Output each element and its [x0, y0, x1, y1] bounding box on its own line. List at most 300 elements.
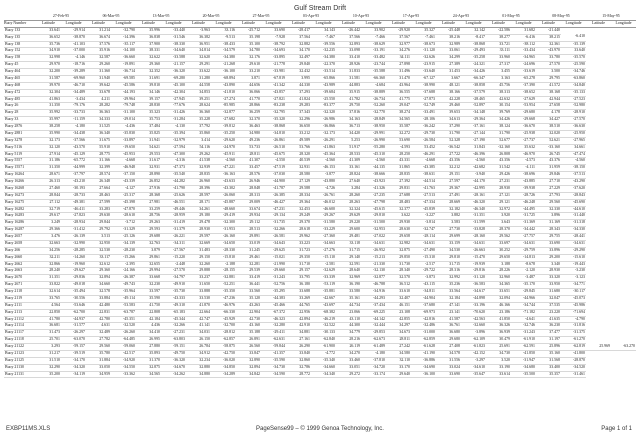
latitude-cell: 42.910: [286, 323, 311, 330]
longitude-cell: -34.850: [211, 364, 236, 371]
latitude-cell: 35.587: [386, 124, 411, 131]
longitude-cell: -46.551: [161, 199, 186, 206]
latitude-cell: 32.176: [236, 55, 261, 62]
latitude-cell: 33.457: [236, 165, 261, 172]
longitude-cell: -38.150: [561, 165, 586, 172]
latitude-cell: 32.969: [336, 275, 361, 282]
longitude-cell: -34.139: [111, 240, 136, 247]
longitude-cell: -35.250: [211, 130, 236, 137]
longitude-cell: -27.190: [461, 137, 486, 144]
latitude-cell: 34.780: [236, 48, 261, 55]
longitude-cell: 31.682: [511, 27, 536, 34]
longitude-cell: -31.329: [111, 227, 136, 234]
longitude-cell: -44.495: [511, 206, 536, 213]
latitude-cell: 29.460: [436, 103, 461, 110]
longitude-cell: -46.976: [211, 302, 236, 309]
latitude-cell: 41.824: [286, 96, 311, 103]
longitude-cell: -34.438: [61, 130, 86, 137]
longitude-cell: -79.176: [61, 103, 86, 110]
longitude-cell: -26.581: [261, 234, 286, 241]
table-row: [4, 371, 636, 378]
longitude-header: Longitude: [611, 20, 636, 27]
latitude-cell: 31.453: [436, 69, 461, 76]
date-header: 17-Apr-95: [386, 14, 436, 20]
latitude-cell: 32.866: [36, 261, 61, 268]
latitude-cell: 27.782: [86, 337, 111, 344]
longitude-cell: -52.749: [411, 103, 436, 110]
latitude-cell: 33.419: [236, 275, 261, 282]
latitude-cell: 31.587: [36, 75, 61, 82]
longitude-cell: -34.330: [561, 227, 586, 234]
latitude-cell: 28.226: [486, 268, 511, 275]
longitude-cell: -34.617: [461, 289, 486, 296]
page-footer: [0, 426, 640, 436]
latitude-cell: 26.960: [186, 179, 211, 186]
buoy-id-cell: Buoy 21114: [4, 323, 36, 330]
latitude-cell: 54.621: [136, 144, 161, 151]
latitude-cell: 33.697: [486, 240, 511, 247]
latitude-cell: 38.168: [536, 89, 561, 96]
latitude-cell: 43.160: [236, 323, 261, 330]
latitude-cell: 34.660: [86, 282, 111, 289]
longitude-cell: -15.110: [311, 254, 336, 261]
longitude-cell: -41.190: [411, 350, 436, 357]
table-row: [4, 69, 636, 76]
longitude-cell: -65.278: [511, 75, 536, 82]
latitude-cell: 31.617: [136, 158, 161, 165]
latitude-cell: 28.671: [36, 172, 61, 179]
latitude-cell: 28.830: [136, 103, 161, 110]
latitude-cell: 32.622: [136, 55, 161, 62]
longitude-cell: -27.490: [411, 247, 436, 254]
longitude-cell: -31.375: [561, 330, 586, 337]
latitude-cell: 28.463: [86, 192, 111, 199]
table-row: [4, 330, 636, 337]
latitude-cell: 28.533: [336, 151, 361, 158]
latitude-cell: 32.230: [136, 282, 161, 289]
latitude-cell: 44.300: [336, 323, 361, 330]
longitude-cell: -26.260: [111, 330, 136, 337]
longitude-cell: -26.297: [61, 330, 86, 337]
longitude-cell: -65.772: [61, 158, 86, 165]
latitude-cell: 32.234: [186, 357, 211, 364]
longitude-cell: -33.434: [511, 48, 536, 55]
latitude-cell: 29.755: [536, 234, 561, 241]
latitude-cell: 32.211: [36, 254, 61, 261]
longitude-cell: -44.904: [411, 295, 436, 302]
latitude-cell: 31.710: [286, 261, 311, 268]
latitude-cell: 3.293: [36, 344, 61, 351]
latitude-header: Latitude: [86, 20, 111, 27]
longitude-cell: -29.493: [461, 48, 486, 55]
longitude-cell: -19.939: [461, 261, 486, 268]
table-row: [4, 144, 636, 151]
longitude-cell: -33.619: [511, 69, 536, 76]
longitude-cell: -35.320: [261, 117, 286, 124]
latitude-cell: 29.600: [336, 227, 361, 234]
longitude-cell: -3.230: [561, 268, 586, 275]
latitude-cell: 32.882: [286, 41, 311, 48]
latitude-cell: 53.766: [286, 144, 311, 151]
longitude-cell: -35.730: [161, 289, 186, 296]
footer-page-number: Page 1 of 1: [601, 426, 632, 432]
buoy-id-cell: Buoy 21112: [4, 316, 36, 323]
longitude-cell: -29.836: [61, 275, 86, 282]
longitude-cell: -42.517: [111, 350, 136, 357]
longitude-cell: -26.990: [361, 137, 386, 144]
longitude-cell: -35.570: [561, 55, 586, 62]
table-row: [4, 82, 636, 89]
longitude-cell: -2.448: [161, 261, 186, 268]
longitude-cell: -61.270: [561, 337, 586, 344]
buoy-id-cell: Buoy 472: [4, 89, 36, 96]
latitude-cell: 44.558: [186, 82, 211, 89]
latitude-cell: 33.283: [86, 206, 111, 213]
longitude-cell: -4.560: [361, 158, 386, 165]
latitude-cell: 41.572: [536, 82, 561, 89]
longitude-cell: -35.494: [61, 289, 86, 296]
longitude-cell: -45.615: [361, 206, 386, 213]
longitude-cell: -34.320: [61, 364, 86, 371]
table-row: [4, 199, 636, 206]
longitude-cell: -29.853: [361, 330, 386, 337]
latitude-cell: 34.270: [336, 350, 361, 357]
longitude-cell: -33.482: [361, 55, 386, 62]
latitude-cell: 44.330: [286, 82, 311, 89]
latitude-cell: 27.389: [436, 62, 461, 69]
longitude-cell: -2.395: [111, 261, 136, 268]
latitude-cell: 31.542: [486, 165, 511, 172]
longitude-cell: -29.364: [461, 117, 486, 124]
latitude-cell: 34.881: [286, 330, 311, 337]
longitude-cell: -34.590: [261, 371, 286, 378]
longitude-cell: -62.673: [361, 337, 386, 344]
longitude-cell: -32.130: [361, 268, 386, 275]
longitude-cell: -46.320: [461, 199, 486, 206]
table-row: [4, 234, 636, 241]
latitude-cell: 28.282: [86, 103, 111, 110]
longitude-cell: -63.787: [111, 309, 136, 316]
longitude-cell: -33.588: [161, 55, 186, 62]
longitude-cell: -33.229: [311, 227, 336, 234]
latitude-cell: 32.875: [136, 364, 161, 371]
longitude-cell: -46.323: [261, 316, 286, 323]
latitude-cell: 32.047: [536, 295, 561, 302]
latitude-cell: 35.188: [236, 330, 261, 337]
latitude-cell: 34.842: [236, 371, 261, 378]
longitude-cell: -46.788: [361, 282, 386, 289]
longitude-cell: -38.858: [461, 82, 486, 89]
longitude-cell: -4.790: [561, 316, 586, 323]
latitude-cell: 33.050: [86, 364, 111, 371]
buoy-id-cell: Buoy 158: [4, 55, 36, 62]
longitude-cell: -62.859: [411, 337, 436, 344]
longitude-cell: -3.434: [61, 96, 86, 103]
longitude-cell: -28.733: [61, 192, 86, 199]
latitude-cell: 28.576: [236, 172, 261, 179]
longitude-cell: -35.540: [161, 172, 186, 179]
longitude-cell: -41.787: [261, 185, 286, 192]
latitude-cell: 34.146: [136, 89, 161, 96]
longitude-cell: -44.966: [511, 295, 536, 302]
longitude-cell: -38.990: [411, 82, 436, 89]
longitude-cell: -38.889: [361, 89, 386, 96]
longitude-cell: -42.304: [161, 89, 186, 96]
table-row: [4, 41, 636, 48]
latitude-cell: 31.581: [336, 75, 361, 82]
longitude-cell: -63.803: [161, 337, 186, 344]
longitude-cell: -26.584: [411, 137, 436, 144]
longitude-cell: -3.487: [511, 275, 536, 282]
longitude-cell: -33.440: [161, 27, 186, 34]
buoy-id-cell: Buoy 16283: [4, 213, 36, 220]
longitude-cell: -6.410: [561, 34, 586, 41]
table-row: [4, 62, 636, 69]
latitude-cell: 53.690: [386, 137, 411, 144]
longitude-cell: -45.929: [211, 316, 236, 323]
longitude-cell: -25.550: [311, 96, 336, 103]
longitude-cell: -28.114: [411, 234, 436, 241]
longitude-cell: -29.411: [261, 330, 286, 337]
latitude-cell: 3.249: [36, 220, 61, 227]
latitude-cell: 3.500: [536, 69, 561, 76]
longitude-cell: -46.012: [311, 199, 336, 206]
longitude-cell: -31.546: [161, 34, 186, 41]
latitude-cell: 29.562: [486, 234, 511, 241]
latitude-cell: 41.538: [186, 158, 211, 165]
latitude-cell: 27.460: [36, 185, 61, 192]
longitude-cell: -34.262: [161, 371, 186, 378]
latitude-cell: 4.436: [136, 323, 161, 330]
latitude-cell: 32.663: [36, 240, 61, 247]
buoy-id-cell: Buoy 464: [4, 69, 36, 76]
latitude-cell: 32.992: [436, 275, 461, 282]
latitude-cell: 41.141: [186, 323, 211, 330]
longitude-cell: -26.734: [361, 96, 386, 103]
longitude-cell: -29.680: [511, 110, 536, 117]
longitude-cell: -42.563: [461, 316, 486, 323]
longitude-cell: -4.641: [511, 316, 536, 323]
longitude-cell: -62.700: [61, 309, 86, 316]
longitude-header: Longitude: [511, 20, 536, 27]
longitude-cell: -4.550: [261, 158, 286, 165]
latitude-cell: 42.228: [436, 96, 461, 103]
longitude-cell: -29.290: [561, 247, 586, 254]
longitude-cell: -7.461: [411, 34, 436, 41]
buoy-id-cell: Buoy 16275: [4, 199, 36, 206]
longitude-cell: -69.960: [61, 75, 86, 82]
buoy-id-cell: Buoy 5557: [4, 158, 36, 165]
buoy-id-cell: Buoy 28: [4, 110, 36, 117]
longitude-header: Longitude: [111, 20, 136, 27]
longitude-cell: -45.911: [211, 151, 236, 158]
latitude-cell: 39.970: [36, 82, 61, 89]
latitude-cell: 32.786: [286, 364, 311, 371]
latitude-cell: 36.441: [236, 282, 261, 289]
longitude-cell: -34.170: [61, 357, 86, 364]
longitude-cell: -29.660: [261, 268, 286, 275]
longitude-cell: -43.290: [561, 179, 586, 186]
latitude-cell: 27.392: [386, 179, 411, 186]
buoy-id-cell: Buoy 16266: [4, 179, 36, 186]
longitude-cell: -49.114: [111, 295, 136, 302]
latitude-cell: 27.640: [336, 179, 361, 186]
longitude-cell: -59.157: [61, 344, 86, 351]
latitude-cell: 34.853: [186, 89, 211, 96]
latitude-cell: 4.631: [86, 323, 111, 330]
longitude-cell: -32.747: [411, 227, 436, 234]
table-row: [4, 110, 636, 117]
latitude-cell: 28.340: [386, 268, 411, 275]
latitude-cell: 34.420: [336, 130, 361, 137]
latitude-cell: 27.710: [536, 179, 561, 186]
latitude-cell: 31.940: [86, 75, 111, 82]
longitude-cell: -26.861: [261, 137, 286, 144]
longitude-cell: -35.394: [161, 130, 186, 137]
longitude-cell: -32.522: [311, 323, 336, 330]
latitude-cell: 31.525: [86, 124, 111, 131]
longitude-cell: -23.744: [361, 62, 386, 69]
longitude-cell: -28.849: [361, 117, 386, 124]
longitude-cell: -37.680: [411, 302, 436, 309]
longitude-cell: -34.380: [211, 55, 236, 62]
latitude-cell: 28.772: [286, 371, 311, 378]
latitude-cell: 43.356: [486, 158, 511, 165]
latitude-cell: 29.263: [136, 220, 161, 227]
longitude-cell: -36.630: [561, 124, 586, 131]
longitude-cell: -3.712: [111, 220, 136, 227]
latitude-cell: 36.230: [536, 323, 561, 330]
latitude-cell: -3.963: [186, 27, 211, 34]
latitude-cell: 27.658: [536, 103, 561, 110]
latitude-cell: 26.784: [186, 344, 211, 351]
latitude-cell: 33.212: [286, 130, 311, 137]
latitude-cell: 33.564: [436, 289, 461, 296]
latitude-cell: 27.408: [436, 344, 461, 351]
latitude-header: Latitude: [486, 20, 511, 27]
latitude-cell: 32.182: [436, 206, 461, 213]
buoy-number-header: Buoy Number: [4, 20, 36, 27]
latitude-cell: 39.810: [136, 82, 161, 89]
longitude-cell: -37.390: [511, 82, 536, 89]
buoy-id-cell: Buoy 2111: [4, 302, 36, 309]
latitude-cell: 31.370: [136, 357, 161, 364]
table-row: [4, 282, 636, 289]
longitude-cell: -28.726: [511, 192, 536, 199]
latitude-cell: 35.100: [236, 41, 261, 48]
longitude-cell: -47.519: [261, 165, 286, 172]
latitude-cell: 36.650: [286, 124, 311, 131]
latitude-cell: 32.894: [236, 364, 261, 371]
longitude-cell: -45.398: [111, 199, 136, 206]
latitude-cell: 36.761: [436, 323, 461, 330]
latitude-cell: 32.094: [486, 295, 511, 302]
latitude-cell: 41.750: [136, 302, 161, 309]
longitude-cell: -44.900: [261, 179, 286, 186]
longitude-cell: -21.778: [261, 62, 286, 69]
longitude-cell: -33.362: [111, 371, 136, 378]
latitude-cell: 28.669: [436, 199, 461, 206]
latitude-cell: 28.811: [386, 337, 411, 344]
longitude-cell: -28.230: [111, 247, 136, 254]
latitude-cell: 35.236: [436, 282, 461, 289]
longitude-cell: -43.633: [211, 179, 236, 186]
longitude-cell: -28.959: [161, 213, 186, 220]
longitude-cell: -34.148: [461, 110, 486, 117]
latitude-cell: 27.491: [436, 192, 461, 199]
latitude-cell: -25.712: [236, 27, 261, 34]
latitude-cell: 35.990: [36, 130, 61, 137]
longitude-cell: -45.586: [111, 82, 136, 89]
longitude-header: Longitude: [261, 20, 286, 27]
longitude-cell: -4.111: [511, 165, 536, 172]
longitude-cell: -19.960: [61, 261, 86, 268]
longitude-cell: -62.857: [211, 337, 236, 344]
latitude-cell: 29.792: [86, 227, 111, 234]
longitude-cell: -29.759: [511, 247, 536, 254]
latitude-cell: 41.782: [336, 96, 361, 103]
longitude-cell: -30.133: [311, 330, 336, 337]
longitude-cell: -31.500: [361, 220, 386, 227]
longitude-cell: -35.170: [511, 282, 536, 289]
longitude-cell: -46.248: [511, 199, 536, 206]
longitude-cell: -9.513: [211, 34, 236, 41]
longitude-cell: -27.594: [161, 144, 186, 151]
longitude-cell: -27.276: [311, 247, 336, 254]
latitude-cell: 32.998: [36, 55, 61, 62]
latitude-cell: 36.360: [186, 110, 211, 117]
longitude-cell: -63.070: [61, 337, 86, 344]
latitude-cell: 29.481: [336, 234, 361, 241]
longitude-cell: -71.694: [561, 309, 586, 316]
longitude-cell: -32.266: [161, 323, 186, 330]
latitude-cell: 33.111: [486, 48, 511, 55]
buoy-id-cell: Buoy 21117: [4, 330, 36, 337]
latitude-cell: 32.587: [86, 55, 111, 62]
latitude-cell: 46.151: [386, 302, 411, 309]
latitude-cell: 43.964: [386, 82, 411, 89]
latitude-cell: 38.124: [486, 124, 511, 131]
buoy-id-cell: Buoy 2657: [4, 234, 36, 241]
latitude-cell: 31.280: [186, 75, 211, 82]
latitude-cell: 3.583: [436, 220, 461, 227]
longitude-cell: -43.302: [211, 185, 236, 192]
latitude-cell: 34.333: [86, 117, 111, 124]
latitude-cell: 34.261: [186, 206, 211, 213]
buoy-id-cell: Buoy 2663: [4, 268, 36, 275]
longitude-cell: -43.570: [61, 144, 86, 151]
latitude-cell: 32.290: [36, 364, 61, 371]
longitude-cell: -26.663: [461, 247, 486, 254]
date-header: 06-Mar-95: [86, 14, 136, 20]
latitude-cell: 31.959: [536, 165, 561, 172]
latitude-cell: 29.478: [186, 220, 211, 227]
latitude-cell: 32.620: [186, 55, 211, 62]
buoy-id-cell: Buoy 2113: [4, 309, 36, 316]
longitude-cell: -46.710: [61, 82, 86, 89]
longitude-cell: -34.631: [361, 240, 386, 247]
latitude-cell: 29.795: [536, 75, 561, 82]
latitude-header: Latitude: [186, 20, 211, 27]
longitude-cell: -31.000: [411, 330, 436, 337]
latitude-cell: 29.831: [386, 185, 411, 192]
latitude-cell: 32.370: [236, 117, 261, 124]
latitude-cell: -32.160: [486, 144, 511, 151]
longitude-cell: -35.340: [311, 357, 336, 364]
buoy-id-cell: Buoy 2118: [4, 289, 36, 296]
longitude-cell: -62.819: [561, 344, 586, 351]
longitude-cell: -44.142: [361, 316, 386, 323]
